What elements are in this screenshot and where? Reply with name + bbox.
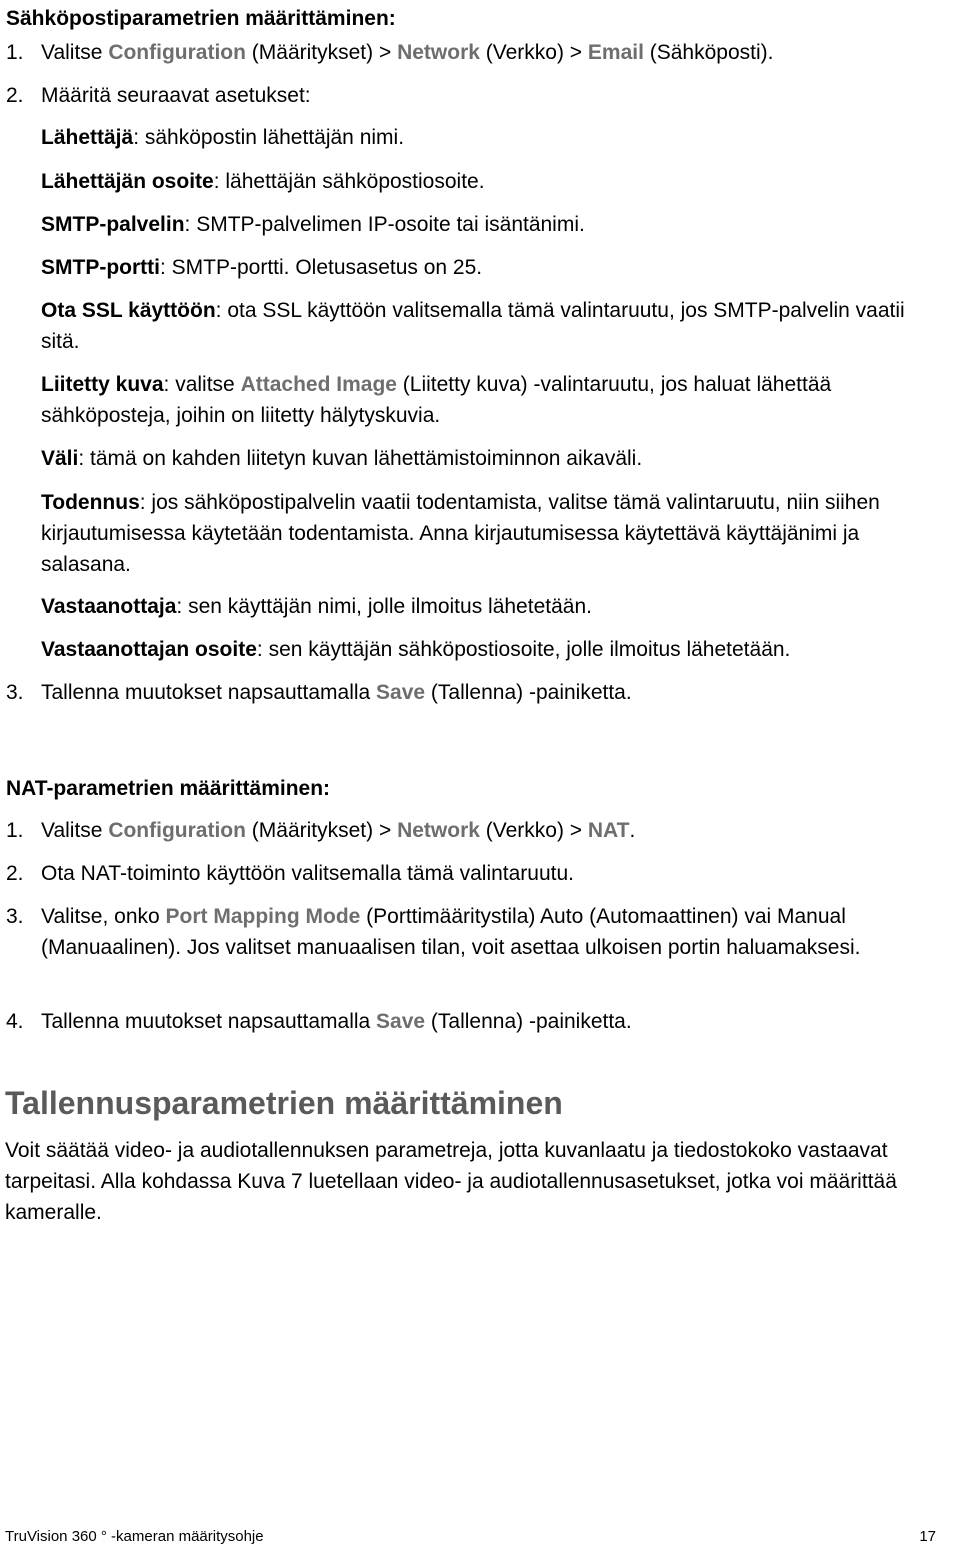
setting-interval	[41, 443, 941, 474]
step-number: 3.	[6, 681, 24, 704]
setting-label: Vastaanottajan osoite	[41, 638, 257, 661]
setting-label: Liitetty kuva	[41, 373, 164, 396]
text-run: : valitse	[163, 373, 241, 396]
text-run: .	[629, 819, 636, 842]
text-run: (Verkko) >	[479, 41, 588, 64]
step-text	[41, 901, 946, 963]
setting-label: Todennus	[41, 491, 140, 514]
step-text: Määritä seuraavat asetukset:	[41, 84, 311, 107]
ui-term-network: Network	[397, 41, 480, 64]
step-text	[41, 1006, 946, 1037]
step-number: 3.	[6, 905, 24, 928]
ui-term-save: Save	[376, 1010, 426, 1033]
setting-label: Lähettäjän osoite	[41, 170, 214, 193]
step-number: 1.	[6, 819, 24, 842]
setting-smtp-port	[41, 252, 941, 283]
text-run: (Määritykset) >	[245, 819, 398, 842]
text-run: Tallenna muutokset napsauttamalla	[41, 681, 377, 704]
step-number: 4.	[6, 1010, 24, 1033]
step-number: 2.	[6, 862, 24, 885]
setting-label: Ota SSL käyttöön	[41, 299, 216, 322]
step-number: 2.	[6, 84, 24, 107]
setting-desc: : jos sähköpostipalvelin vaatii todentamista, valitse tämä valintaruutu, niin siihen kirjautumisessa käytetään todentamista. Anna kirjautumisessa käytettävä käyttäjänimi ja salasana.	[41, 491, 880, 576]
email-step-2	[6, 80, 946, 111]
text-run: Valitse, onko	[41, 905, 166, 928]
setting-desc: : sähköpostin lähettäjän nimi.	[133, 126, 405, 149]
setting-desc: : SMTP-portti. Oletusasetus on 25.	[159, 256, 483, 279]
setting-sender-address	[41, 166, 941, 197]
text-run: (Sähköposti).	[643, 41, 774, 64]
step-number: 1.	[6, 41, 24, 64]
step-text	[41, 677, 946, 708]
setting-smtp-server	[41, 209, 941, 240]
setting-desc: : sen käyttäjän nimi, jolle ilmoitus lähetetään.	[176, 595, 592, 618]
ui-term-port-mapping-mode: Port Mapping Mode	[165, 905, 361, 928]
text-run: (Liitetty kuva) -valintaruutu, jos haluat lähettää sähköposteja, joihin on liitetty hälytyskuvia.	[41, 373, 832, 427]
footer-page-number: 17	[919, 1528, 936, 1545]
setting-receiver-address	[41, 634, 941, 665]
setting-desc: : tämä on kahden liitetyn kuvan lähettämistoiminnon aikaväli.	[78, 447, 643, 470]
ui-term-configuration: Configuration	[108, 819, 246, 842]
setting-enable-ssl	[41, 295, 921, 357]
nat-section-heading: NAT-parametrien määrittäminen:	[6, 777, 331, 800]
step-text	[41, 37, 946, 68]
setting-label: Väli	[41, 447, 79, 470]
footer-doc-title: TruVision 360 ° -kameran määritysohje	[5, 1528, 264, 1545]
setting-authentication	[41, 487, 941, 580]
setting-desc: : SMTP-palvelimen IP-osoite tai isäntänimi.	[184, 213, 585, 236]
setting-label: Vastaanottaja	[41, 595, 177, 618]
nat-step-2	[6, 858, 946, 889]
text-run: (Määritykset) >	[245, 41, 398, 64]
step-text: Ota NAT-toiminto käyttöön valitsemalla tämä valintaruutu.	[41, 862, 575, 885]
setting-sender	[41, 122, 941, 153]
setting-attached-image	[41, 369, 941, 431]
setting-desc: : sen käyttäjän sähköpostiosoite, jolle ilmoitus lähetetään.	[256, 638, 791, 661]
ui-term-save: Save	[376, 681, 426, 704]
ui-term-network: Network	[397, 819, 480, 842]
text-run: (Porttimääritystila) Auto (Automaattinen) vai Manual (Manuaalinen). Jos valitset manuaalisen tilan, voit asettaa ulkoisen portin haluamaksesi.	[41, 905, 861, 959]
text-run: Valitse	[41, 819, 109, 842]
nat-step-3	[6, 901, 946, 963]
setting-label: SMTP-palvelin	[41, 213, 185, 236]
setting-label: SMTP-portti	[41, 256, 160, 279]
nat-step-4	[6, 1006, 946, 1037]
ui-term-nat: NAT	[587, 819, 630, 842]
text-run: Tallenna muutokset napsauttamalla	[41, 1010, 377, 1033]
setting-desc: : lähettäjän sähköpostiosoite.	[213, 170, 485, 193]
setting-label: Lähettäjä	[41, 126, 134, 149]
text-run: (Tallenna) -painiketta.	[425, 681, 632, 704]
ui-term-attached-image: Attached Image	[240, 373, 397, 396]
email-step-1	[6, 37, 946, 68]
text-run: Valitse	[41, 41, 109, 64]
text-run: (Tallenna) -painiketta.	[425, 1010, 632, 1033]
email-step-3	[6, 677, 946, 708]
setting-desc: : ota SSL käyttöön valitsemalla tämä valintaruutu, jos SMTP-palvelin vaatii sitä.	[41, 299, 905, 353]
recording-section-heading: Tallennusparametrien määrittäminen	[5, 1085, 563, 1121]
nat-step-1	[6, 815, 946, 846]
email-section-heading: Sähköpostiparametrien määrittäminen:	[6, 7, 396, 30]
setting-receiver	[41, 591, 941, 622]
ui-term-configuration: Configuration	[108, 41, 246, 64]
text-run: (Verkko) >	[479, 819, 588, 842]
step-text	[41, 815, 946, 846]
recording-paragraph: Voit säätää video- ja audiotallennuksen parametreja, jotta kuvanlaatu ja tiedostokoko vastaavat tarpeitasi. Alla kohdassa Kuva 7 luetellaan video- ja audiotallennusasetukset, jotka voi määrittää kameralle.	[5, 1139, 897, 1224]
ui-term-email: Email	[587, 41, 644, 64]
